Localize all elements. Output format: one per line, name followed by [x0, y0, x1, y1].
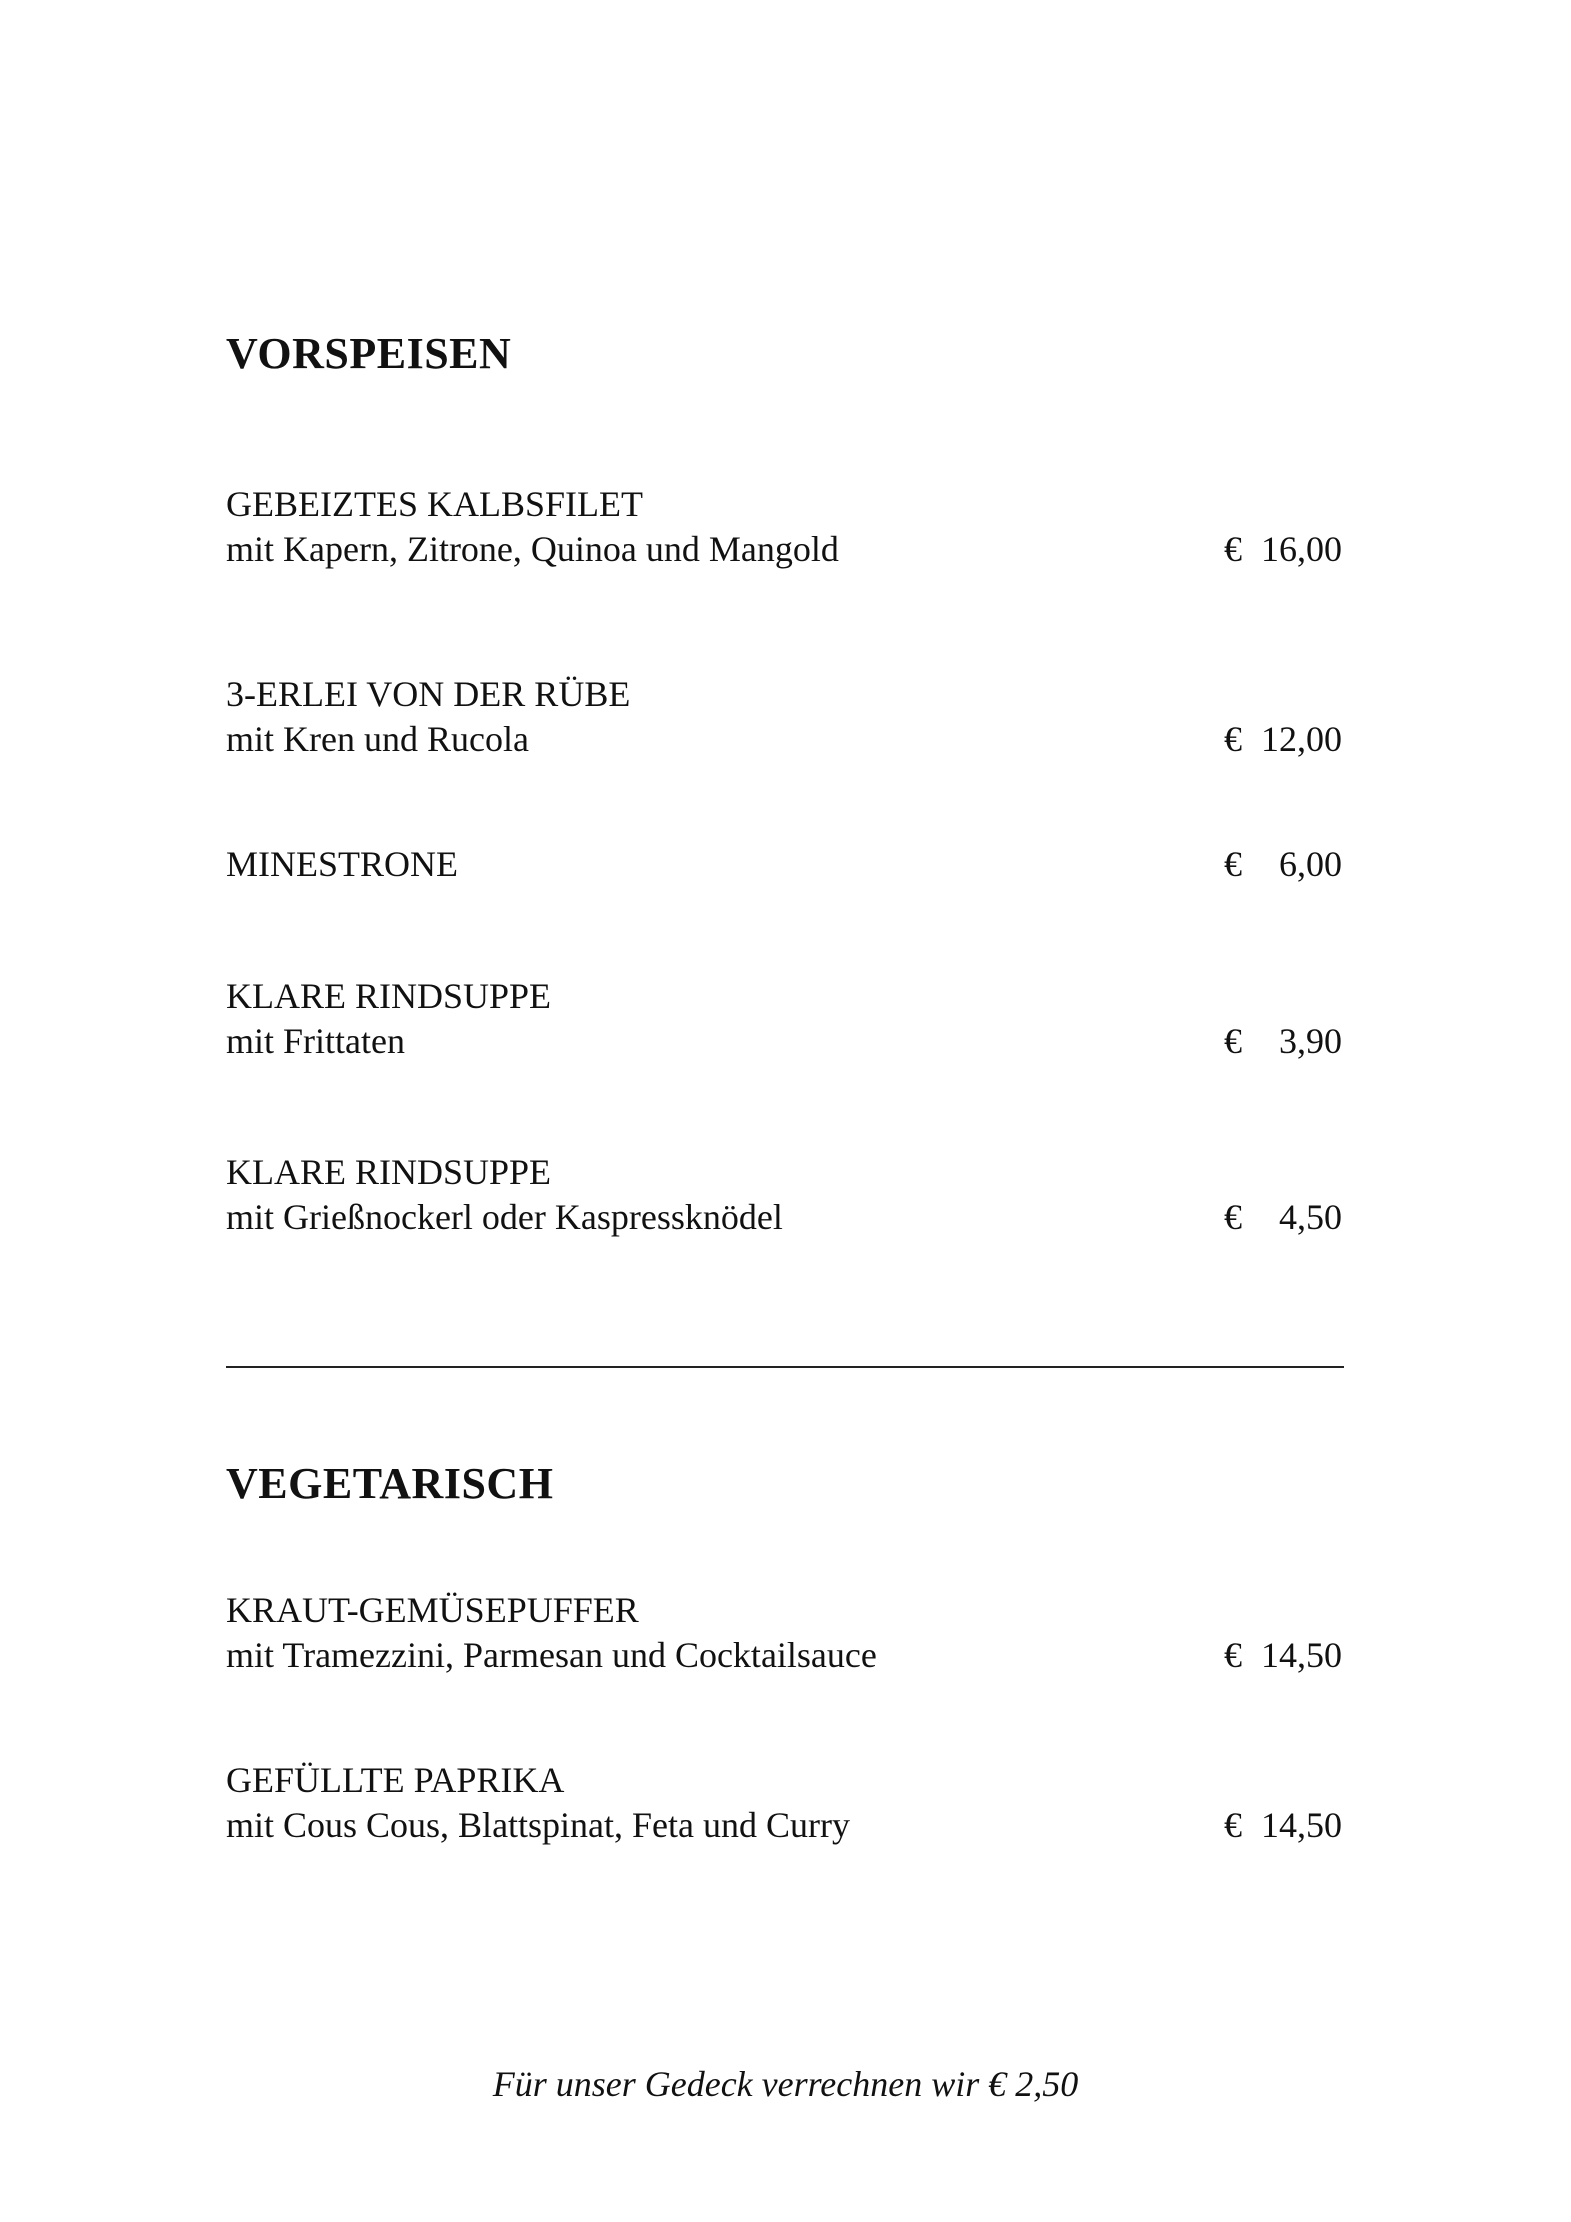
- cover-charge-note: Für unser Gedeck verrechnen wir € 2,50: [492, 2064, 1079, 2104]
- menu-item-price: [1224, 842, 1342, 887]
- menu-item-description: mit Kren und Rucola: [226, 719, 529, 759]
- menu-item-description: mit Tramezzini, Parmesan und Cocktailsauce: [226, 1635, 877, 1675]
- price-value: 3,90: [1279, 1021, 1342, 1061]
- menu-item-gefuellte-paprika: [226, 1758, 1342, 1848]
- menu-item-name: KLARE RINDSUPPE: [226, 1152, 552, 1192]
- menu-item-description: mit Cous Cous, Blattspinat, Feta und Curry: [226, 1805, 851, 1845]
- section-divider: [226, 1366, 1344, 1368]
- section-title-vegetarisch: VEGETARISCH: [226, 1459, 554, 1508]
- menu-item-price: [1224, 1803, 1342, 1848]
- currency-symbol: €: [1224, 844, 1242, 884]
- menu-item-description: mit Kapern, Zitrone, Quinoa und Mangold: [226, 529, 839, 569]
- menu-item-kraut-gemuesepuffer: [226, 1588, 1342, 1678]
- menu-item-price: [1224, 527, 1342, 572]
- menu-item-name: GEFÜLLTE PAPRIKA: [226, 1760, 565, 1800]
- currency-symbol: €: [1224, 1805, 1242, 1845]
- currency-symbol: €: [1224, 719, 1242, 759]
- menu-item-minestrone: [226, 842, 1342, 887]
- menu-item-description: mit Grießnockerl oder Kaspressknödel: [226, 1197, 783, 1237]
- menu-item-klare-rindsuppe-frittaten: [226, 974, 1342, 1064]
- menu-item-name: KLARE RINDSUPPE: [226, 976, 552, 1016]
- price-value: 12,00: [1261, 719, 1342, 759]
- currency-symbol: €: [1224, 1635, 1242, 1675]
- currency-symbol: €: [1224, 1021, 1242, 1061]
- menu-item-name: MINESTRONE: [226, 844, 458, 884]
- price-value: 14,50: [1261, 1635, 1342, 1675]
- section-title-vorspeisen: VORSPEISEN: [226, 329, 512, 378]
- price-value: 4,50: [1279, 1197, 1342, 1237]
- price-value: 6,00: [1279, 844, 1342, 884]
- menu-item-3-erlei-von-der-ruebe: [226, 672, 1342, 762]
- currency-symbol: €: [1224, 1197, 1242, 1237]
- currency-symbol: €: [1224, 529, 1242, 569]
- menu-item-gebeiztes-kalbsfilet: [226, 482, 1342, 572]
- menu-item-price: [1224, 717, 1342, 762]
- menu-item-price: [1224, 1019, 1342, 1064]
- menu-item-price: [1224, 1633, 1342, 1678]
- price-value: 16,00: [1261, 529, 1342, 569]
- menu-item-name: 3-ERLEI VON DER RÜBE: [226, 674, 631, 714]
- menu-item-description: mit Frittaten: [226, 1021, 405, 1061]
- menu-item-name: GEBEIZTES KALBSFILET: [226, 484, 643, 524]
- menu-item-name: KRAUT-GEMÜSEPUFFER: [226, 1590, 639, 1630]
- price-value: 14,50: [1261, 1805, 1342, 1845]
- menu-item-price: [1224, 1195, 1342, 1240]
- menu-item-klare-rindsuppe-griessnockerl: [226, 1150, 1342, 1240]
